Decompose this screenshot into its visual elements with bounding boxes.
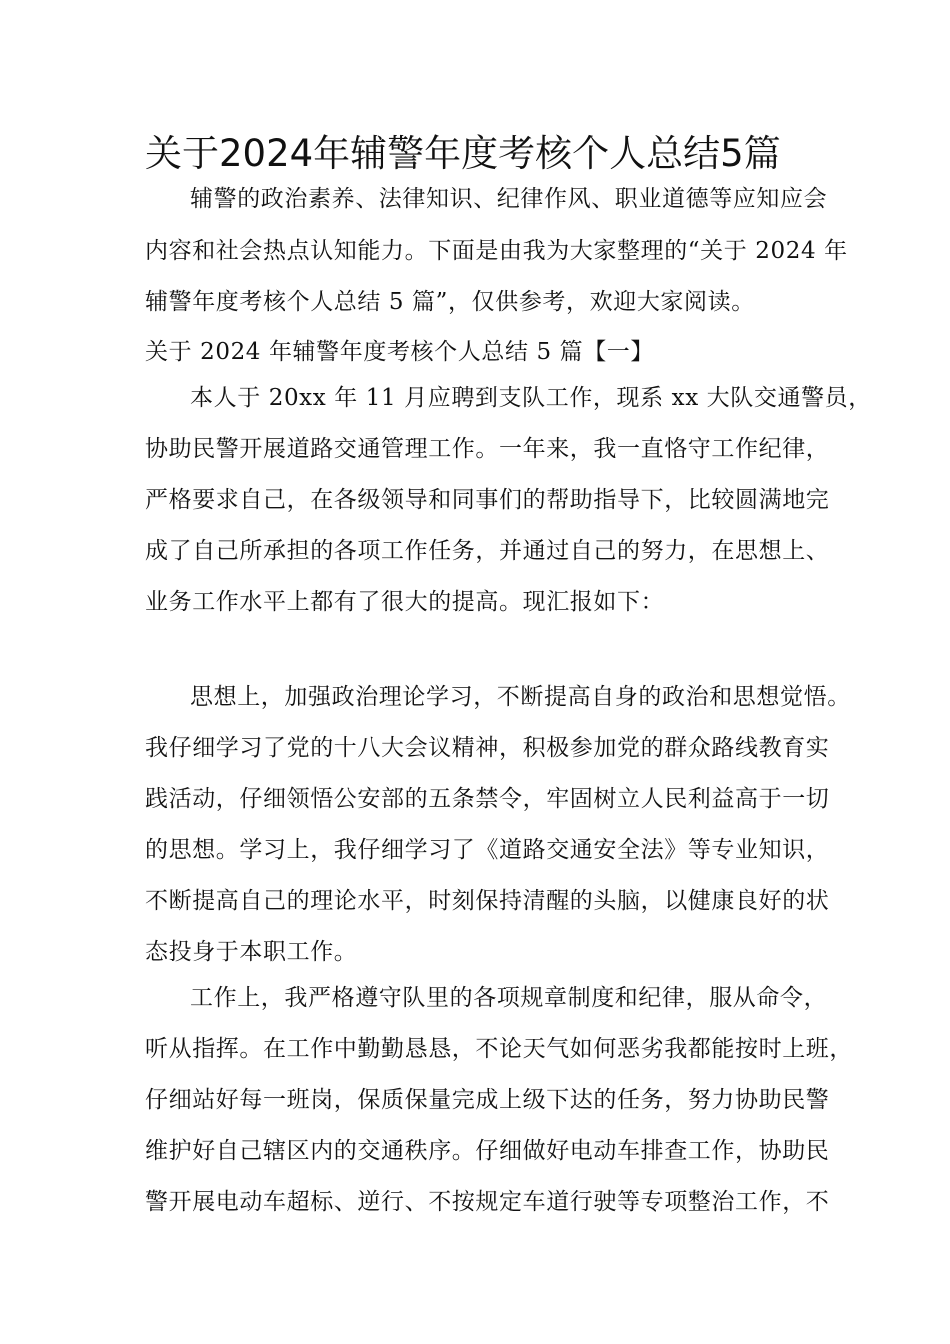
paragraph-line: 警开展电动车超标、逆行、不按规定车道行驶等专项整治工作，不 xyxy=(145,1189,830,1215)
paragraph-line: 我仔细学习了党的十八大会议精神，积极参加党的群众路线教育实 xyxy=(145,735,830,761)
section-heading: 关于 2024 年辅警年度考核个人总结 5 篇【一】 xyxy=(145,339,655,365)
paragraph-line: 维护好自己辖区内的交通秩序。仔细做好电动车排查工作，协助民 xyxy=(145,1138,830,1164)
paragraph-line: 业务工作水平上都有了很大的提高。现汇报如下： xyxy=(145,589,665,615)
paragraph-line: 成了自己所承担的各项工作任务，并通过自己的努力，在思想上、 xyxy=(145,538,830,564)
paragraph-line: 的思想。学习上，我仔细学习了《道路交通安全法》等专业知识， xyxy=(145,837,830,863)
paragraph-line: 思想上，加强政治理论学习，不断提高自身的政治和思想觉悟。 xyxy=(190,684,851,710)
paragraph-line: 不断提高自己的理论水平，时刻保持清醒的头脑，以健康良好的状 xyxy=(145,888,830,914)
intro-line: 辅警的政治素养、法律知识、纪律作风、职业道德等应知应会 xyxy=(190,186,828,212)
paragraph-line: 工作上，我严格遵守队里的各项规章制度和纪律，服从命令， xyxy=(190,985,828,1011)
intro-line: 辅警年度考核个人总结 5 篇”，仅供参考，欢迎大家阅读。 xyxy=(145,289,755,315)
paragraph-line: 协助民警开展道路交通管理工作。一年来，我一直恪守工作纪律， xyxy=(145,436,830,462)
paragraph-line: 态投身于本职工作。 xyxy=(145,939,358,965)
paragraph-line: 严格要求自己，在各级领导和同事们的帮助指导下，比较圆满地完 xyxy=(145,487,830,513)
intro-line: 内容和社会热点认知能力。下面是由我为大家整理的“关于 2024 年 xyxy=(145,238,848,264)
paragraph-line: 听从指挥。在工作中勤勤恳恳，不论天气如何恶劣我都能按时上班， xyxy=(145,1036,853,1062)
paragraph-line: 践活动，仔细领悟公安部的五条禁令，牢固树立人民利益高于一切 xyxy=(145,786,830,812)
paragraph-line: 本人于 20xx 年 11 月应聘到支队工作，现系 xx 大队交通警员， xyxy=(190,385,872,411)
paragraph-line: 仔细站好每一班岗，保质保量完成上级下达的任务，努力协助民警 xyxy=(145,1087,830,1113)
document-title: 关于2024年辅警年度考核个人总结5篇 xyxy=(145,132,781,175)
